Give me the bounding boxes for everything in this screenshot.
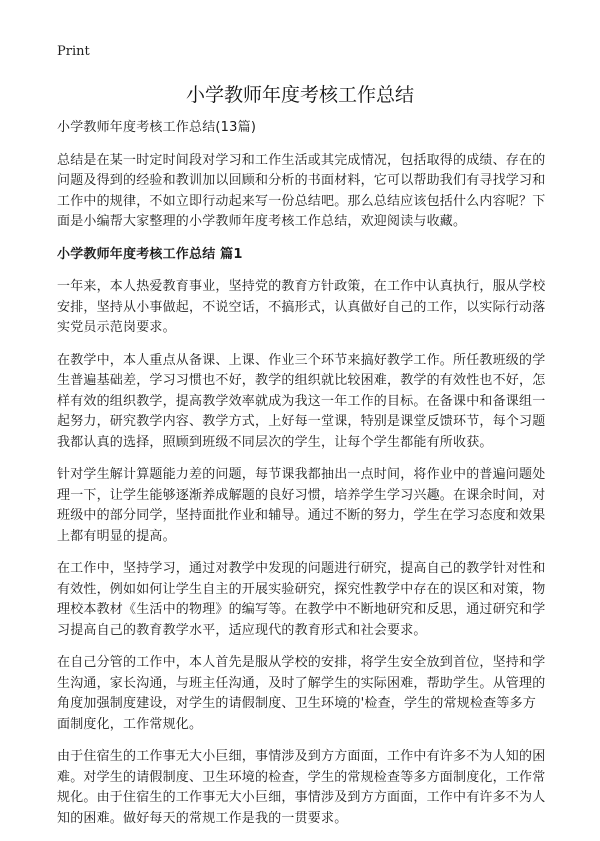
document-body bbox=[57, 118, 547, 841]
body-paragraph: 在自己分管的工作中，本人首先是服从学校的安排，将学生安全放到首位，坚持和学生沟通，家长沟通，与班主任沟通，及时了解学生的实际困难，帮助学生。从管理的角度加强制度建设，对学生的请假制度、卫生环境的'检查，学生的常规检查等多方面制度化，工作常规化。 bbox=[57, 655, 546, 732]
body-paragraph: 在教学中，本人重点从备课、上课、作业三个环节来搞好教学工作。所任教班级的学生普遍基础差，学习习惯也不好，教学的组织就比较困难，教学的有效性也不好，怎样有效的组织教学，提高教学效率就成为我这一年工作的目标。在备课中和备课组一起努力，研究教学内容、教学方式，上好每一堂课，特别是课堂反馈环节，每个习题我都认真的选择，照顾到班级不同层次的学生，让每个学生都能有所收获。 bbox=[57, 352, 546, 450]
document-subtitle: 小学教师年度考核工作总结(13篇) bbox=[57, 120, 257, 135]
print-link[interactable]: Print bbox=[57, 44, 90, 59]
body-paragraph: 针对学生解计算题能力差的问题，每节课我都抽出一点时间，将作业中的普遍问题处理一下，让学生能够逐渐养成解题的良好习惯，培养学生学习兴趣。在课余时间，对班级中的部分同学，坚持面批作业和辅导。通过不断的努力，学生在学习态度和效果上都有明显的提高。 bbox=[57, 467, 546, 544]
section-heading: 小学教师年度考核工作总结 篇1 bbox=[57, 246, 243, 262]
page-title: 小学教师年度考核工作总结 bbox=[185, 84, 414, 106]
body-paragraph: 在工作中，坚持学习，通过对教学中发现的问题进行研究，提高自己的教学针对性和有效性，例如如何让学生自主的开展实验研究，探究性教学中存在的误区和对策，物理校本教材《生活中的物理》的编写等。在教学中不断地研究和反思，通过研究和学习提高自己的教育教学水平，适应现代的教育形式和社会要求。 bbox=[57, 561, 546, 638]
intro-paragraph: 总结是在某一时定时间段对学习和工作生活或其完成情况，包括取得的成绩、存在的问题及得到的经验和教训加以回顾和分析的书面材料，它可以帮助我们有寻找学习和工作中的规律，不如立即行动起来写一份总结吧。那么总结应该包括什么内容呢？下面是小编帮大家整理的小学教师年度考核工作总结，欢迎阅读与收藏。 bbox=[57, 152, 546, 229]
body-paragraph: 由于住宿生的工作事无大小巨细，事情涉及到方方面面，工作中有许多不为人知的困难。对学生的请假制度、卫生环境的检查，学生的常规检查等多方面制度化，工作常规化。由于住宿生的工作事无大小巨细，事情涉及到方方面面，工作中有许多不为人知的困难。做好每天的常规工作是我的一贯要求。 bbox=[57, 749, 546, 826]
body-paragraph: 一年来，本人热爱教育事业，坚持党的教育方针政策，在工作中认真执行，服从学校安排，坚持从小事做起，不说空话，不搞形式，认真做好自己的工作，以实际行动落实党员示范岗要求。 bbox=[57, 279, 546, 335]
